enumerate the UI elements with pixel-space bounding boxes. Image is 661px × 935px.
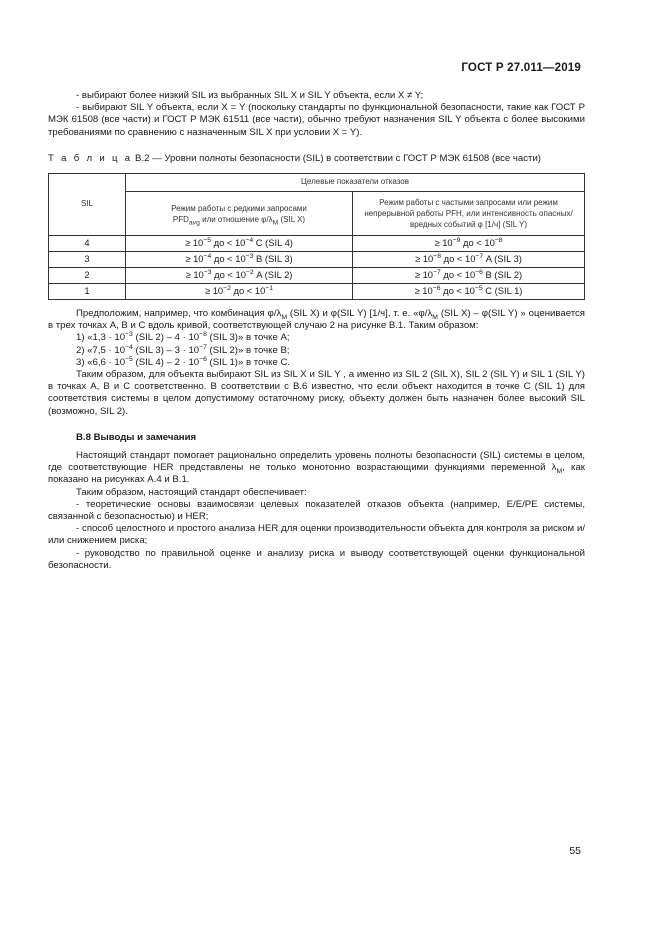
high-demand-cell: ≥ $10^{-8}$ до < $10^{-7}$ A (SIL 3) <box>353 252 585 268</box>
section-title: В.8 Выводы и замечания <box>76 431 197 443</box>
table-caption-text: В.2 — Уровни полноты безопасности (SIL) в соответствии с ГОСТ Р МЭК 61508 (все части) <box>132 152 541 164</box>
low-demand-cell: ≥ $10^{-2}$ до < $10^{-1}$ <box>126 284 353 300</box>
column-header-low-demand: Режим работы с редкими запросами $PFD_{avg}$ или отношение $\varphi/\lambda_M$ (SIL X) <box>126 192 353 236</box>
sil-table <box>48 173 585 300</box>
document-header: ГОСТ Р 27.011—2019 <box>461 62 581 74</box>
table-header-row <box>49 174 585 192</box>
low-demand-cell: ≥ $10^{-3}$ до < $10^{-2}$ A (SIL 2) <box>126 268 353 284</box>
page-number: 55 <box>569 845 581 857</box>
paragraph-conclusion: Таким образом, для объекта выбирают SIL из SIL X и SIL Y , а именно из SIL 2 (SIL X), SIL 2 (SIL Y) и SIL 1 (SIL Y) в точках А, В и С соответственно. В соответствии с В.6 известно, что если объект находится в точке С (SIL 1) для соответствия системы в целом допустимому остаточному риску, объекту должен быть назначен более высокий SIL (возможно, SIL 2). <box>48 369 585 417</box>
paragraph-select-sil-y: - выбирают SIL Y объекта, если X = Y (поскольку стандарты по функциональной безопасности, такие как ГОСТ Р МЭК 61508 (все части) и ГОСТ Р МЭК 61511 (все части), обычно требуют назначения SIL Y объекта с более высокими требованиями по сравнению с назначенным SIL X при условии X = Y). <box>48 102 585 138</box>
points-list <box>48 332 585 369</box>
low-demand-cell: ≥ $10^{-4}$ до < $10^{-3}$ B (SIL 3) <box>126 252 353 268</box>
paragraph-bullet-method: - способ целостного и простого анализа HER для оценки производительности объекта для контроля за риском и/или снижением риска; <box>48 523 585 547</box>
paragraph-section-intro: Настоящий стандарт помогает рационально определить уровень полноты безопасности (SIL) системы в целом, где соответствующие HER представлены не только монотонно возрастающими функциями переменной $\lambda_M$, как показано на рисунках А.4 и В.1. <box>48 450 585 486</box>
table-row: 1 ≥ $10^{-2}$ до < $10^{-1}$ ≥ $10^{-6}$ до < $10^{-5}$ C (SIL 1) <box>49 284 585 300</box>
page-content <box>48 90 585 572</box>
paragraph-bullet-theory: - теоретические основы взаимосвязи целевых показателей отказов объекта (например, E/E/PE системы, связанной с безопасностью) и HER; <box>48 498 585 523</box>
table-row: 3 ≥ $10^{-4}$ до < $10^{-3}$ B (SIL 3) ≥ $10^{-8}$ до < $10^{-7}$ A (SIL 3) <box>49 252 585 268</box>
table-row: 2 ≥ $10^{-3}$ до < $10^{-2}$ A (SIL 2) ≥ $10^{-7}$ до < $10^{-6}$ B (SIL 2) <box>49 268 585 284</box>
paragraph-provides: Таким образом, настоящий стандарт обеспечивает: <box>76 486 307 498</box>
table-caption <box>48 153 585 165</box>
high-demand-cell: ≥ $10^{-6}$ до < $10^{-5}$ C (SIL 1) <box>353 284 585 300</box>
table-row: 4 ≥ $10^{-5}$ до < $10^{-4}$ C (SIL 4) ≥ $10^{-9}$ до < $10^{-8}$ <box>49 236 585 252</box>
column-header-sil: SIL <box>49 174 126 236</box>
high-demand-cell: ≥ $10^{-9}$ до < $10^{-8}$ <box>353 236 585 252</box>
high-demand-cell: ≥ $10^{-7}$ до < $10^{-6}$ B (SIL 2) <box>353 268 585 284</box>
paragraph-assumption: Предположим, например, что комбинация $\varphi/\lambda_M$ (SIL X) и φ(SIL Y) [1/ч], т. е. «$\varphi/\lambda_M$ (SIL X) – φ(SIL Y) » оценивается в трех точках А, В и С вдоль кривой, соответствующей случаю 2 на рисунке В.1. Таким образом: <box>48 308 585 332</box>
table-caption-prefix: Т а б л и ц а <box>48 152 133 164</box>
low-demand-cell: ≥ $10^{-5}$ до < $10^{-4}$ C (SIL 4) <box>126 236 353 252</box>
list-item: 2) «$7,5 \cdot 10^{-4}$ (SIL $3) - 3 \cdot 10^{-7}$ (SIL 2)» в точке В; <box>76 343 290 356</box>
paragraph-bullet-guide: - руководство по правильной оценке и анализу риска и выводу соответствующей оценки функциональной безопасности. <box>48 547 585 571</box>
list-item: 1) «$1,3 \cdot 10^{-3}$ (SIL $2) - 4 \cdot 10^{-8}$ (SIL 3)» в точке А; <box>76 331 290 344</box>
paragraph-select-lower-sil: - выбирают более низкий SIL из выбранных SIL X и SIL Y объекта, если X ≠ Y; <box>76 90 424 101</box>
list-item: 3) «$6,6 \cdot 10^{-5}$ (SIL $4) - 2 \cdot 10^{-6}$ (SIL 1)» в точке С. <box>76 355 291 368</box>
column-header-high-demand: Режим работы с частыми запросами или режим непрерывной работы PFH, или интенсивность опасных/вредных событий φ [1/ч] (SIL Y) <box>353 192 585 236</box>
table-subheader-row <box>49 192 585 236</box>
column-group-header: Целевые показатели отказов <box>126 174 585 192</box>
